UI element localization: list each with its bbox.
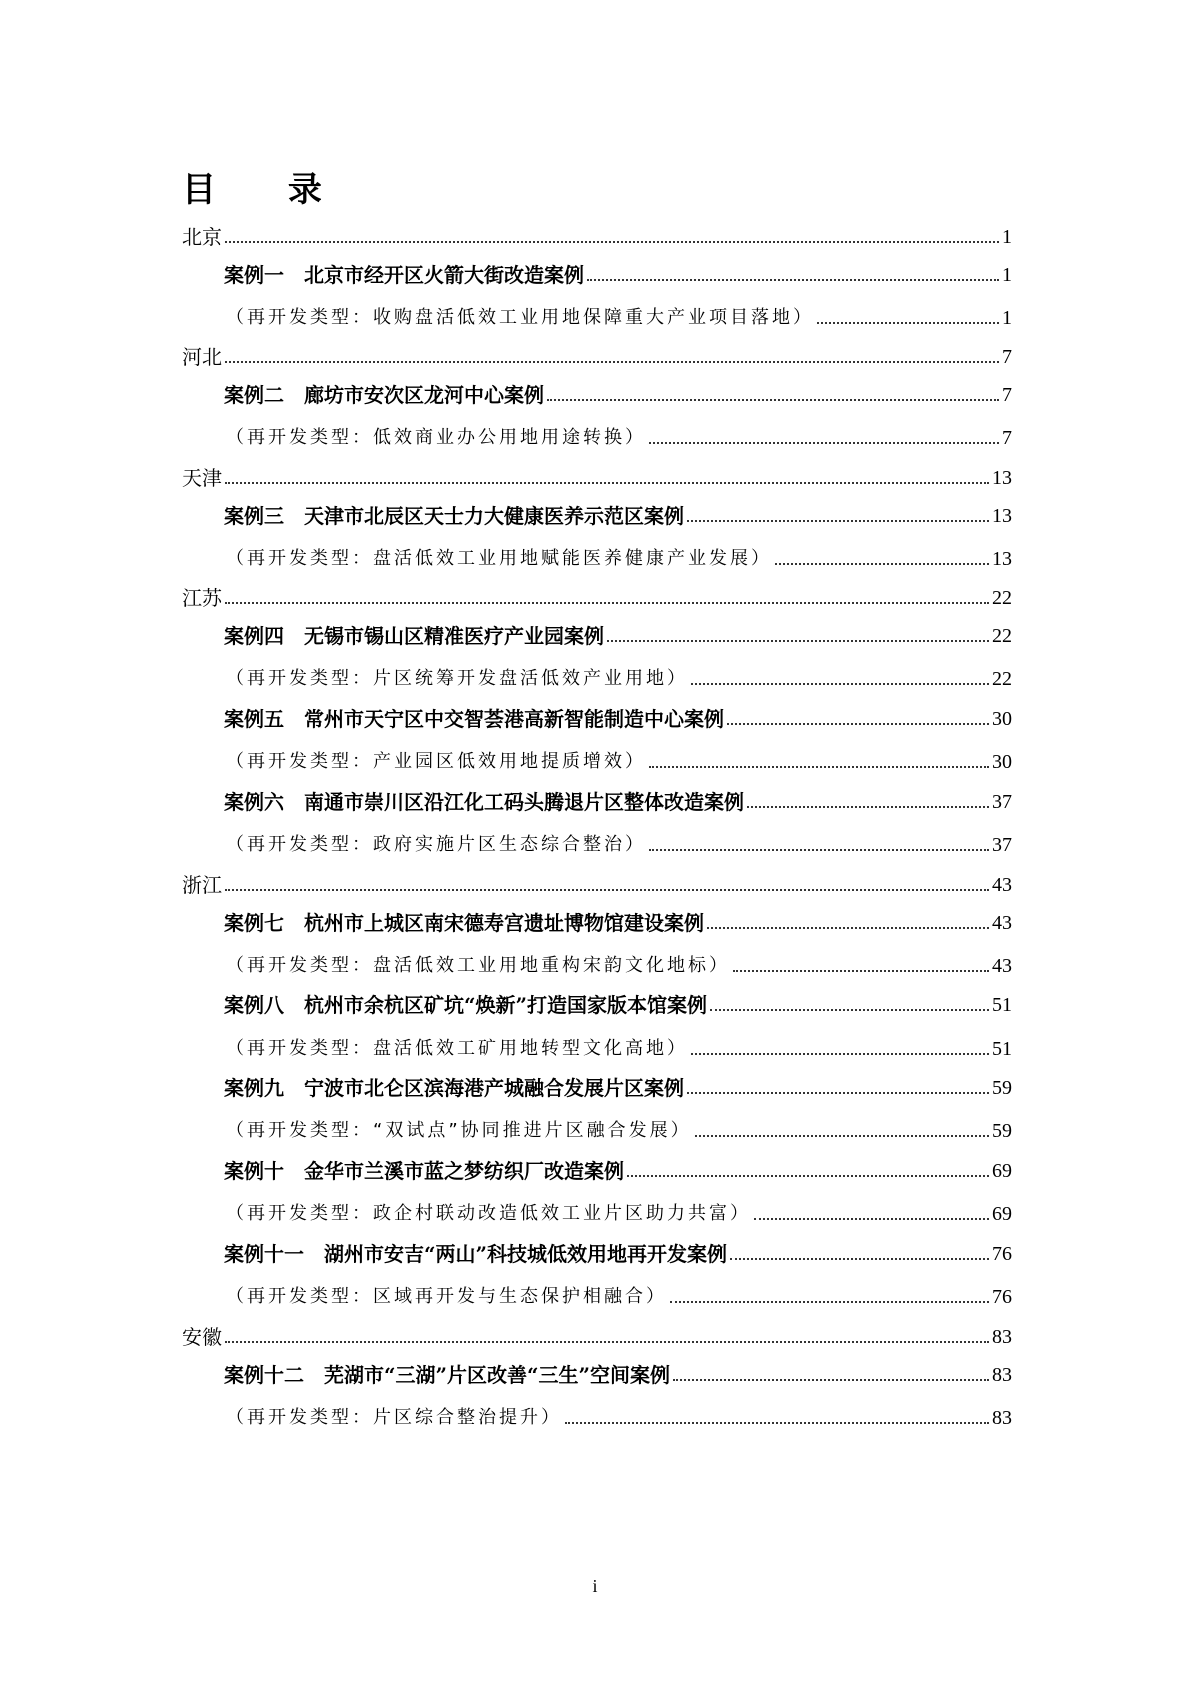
toc-dot-leader	[695, 1135, 989, 1137]
toc-dot-leader	[649, 442, 999, 444]
toc-entry-page-number: 59	[992, 1077, 1012, 1099]
toc-entry-label: 案例十 金华市兰溪市蓝之梦纺织厂改造案例	[224, 1159, 624, 1183]
toc-entry-page-number: 13	[992, 505, 1012, 527]
toc-dot-leader	[225, 1341, 989, 1343]
toc-entry-label: 案例五 常州市天宁区中交智荟港高新智能制造中心案例	[224, 707, 724, 731]
toc-entry-label: （再开发类型：收购盘活低效工业用地保障重大产业项目落地）	[226, 307, 814, 328]
toc-dot-leader	[587, 279, 999, 281]
toc-dot-leader	[225, 241, 999, 243]
toc-entry-page-number: 59	[992, 1120, 1012, 1142]
toc-subtype-entry[interactable]	[226, 1197, 1012, 1227]
toc-entry-label: （再开发类型：盘活低效工业用地重构宋韵文化地标）	[226, 955, 730, 976]
toc-dot-leader	[670, 1301, 989, 1303]
toc-entry-page-number: 1	[1002, 264, 1012, 286]
toc-entry-page-number: 83	[992, 1364, 1012, 1386]
toc-dot-leader	[607, 640, 989, 642]
toc-entry-page-number: 30	[992, 708, 1012, 730]
toc-section-entry[interactable]	[182, 581, 1012, 611]
toc-case-entry[interactable]	[224, 1071, 1012, 1101]
toc-entry-page-number: 1	[1002, 307, 1012, 329]
toc-section-entry[interactable]	[182, 1320, 1012, 1350]
toc-dot-leader	[225, 482, 989, 484]
toc-dot-leader	[730, 1258, 989, 1260]
toc-entry-label: 河北	[182, 345, 222, 369]
toc-entry-page-number: 43	[992, 874, 1012, 896]
toc-entry-page-number: 13	[992, 467, 1012, 489]
toc-dot-leader	[691, 683, 989, 685]
toc-case-entry[interactable]	[224, 1358, 1012, 1388]
toc-entry-page-number: 69	[992, 1160, 1012, 1182]
toc-entry-label: 案例九 宁波市北仑区滨海港产城融合发展片区案例	[224, 1076, 684, 1100]
toc-section-entry[interactable]	[182, 461, 1012, 491]
toc-entry-label: 浙江	[182, 873, 222, 897]
toc-dot-leader	[627, 1175, 989, 1177]
toc-entry-label: （再开发类型：片区统筹开发盘活低效产业用地）	[226, 668, 688, 689]
toc-subtype-entry[interactable]	[226, 949, 1012, 979]
toc-dot-leader	[707, 927, 989, 929]
toc-subtype-entry[interactable]	[226, 745, 1012, 775]
toc-entry-page-number: 37	[992, 834, 1012, 856]
toc-case-entry[interactable]	[224, 619, 1012, 649]
toc-subtype-entry[interactable]	[226, 828, 1012, 858]
toc-section-entry[interactable]	[182, 868, 1012, 898]
toc-entry-page-number: 1	[1002, 226, 1012, 248]
toc-entry-label: （再开发类型：政府实施片区生态综合整治）	[226, 834, 646, 855]
toc-entry-label: 案例六 南通市崇川区沿江化工码头腾退片区整体改造案例	[224, 790, 744, 814]
toc-entry-page-number: 43	[992, 912, 1012, 934]
toc-entry-page-number: 51	[992, 1038, 1012, 1060]
toc-entry-page-number: 76	[992, 1243, 1012, 1265]
toc-entry-label: 安徽	[182, 1325, 222, 1349]
toc-subtype-entry[interactable]	[226, 301, 1012, 331]
toc-entry-label: （再开发类型：片区综合整治提升）	[226, 1407, 562, 1428]
toc-dot-leader	[687, 1092, 989, 1094]
toc-dot-leader	[673, 1379, 989, 1381]
toc-dot-leader	[649, 849, 989, 851]
toc-entry-label: 北京	[182, 225, 222, 249]
toc-entry-page-number: 76	[992, 1286, 1012, 1308]
toc-entry-page-number: 37	[992, 791, 1012, 813]
toc-entry-label: 案例十二 芜湖市“三湖”片区改善“三生”空间案例	[224, 1363, 671, 1387]
toc-section-entry[interactable]	[182, 220, 1012, 250]
toc-dot-leader	[754, 1218, 989, 1220]
toc-entry-label: （再开发类型：低效商业办公用地用途转换）	[226, 427, 646, 448]
toc-entry-page-number: 7	[1002, 346, 1012, 368]
toc-dot-leader	[225, 361, 999, 363]
toc-subtype-entry[interactable]	[226, 1401, 1012, 1431]
toc-entry-label: （再开发类型：盘活低效工矿用地转型文化高地）	[226, 1038, 688, 1059]
toc-dot-leader	[727, 723, 989, 725]
toc-entry-page-number: 43	[992, 955, 1012, 977]
toc-entry-label: 案例一 北京市经开区火箭大街改造案例	[224, 263, 584, 287]
toc-dot-leader	[565, 1422, 989, 1424]
toc-dot-leader	[649, 766, 989, 768]
toc-subtype-entry[interactable]	[226, 1280, 1012, 1310]
toc-case-entry[interactable]	[224, 906, 1012, 936]
toc-case-entry[interactable]	[224, 1237, 1012, 1267]
toc-case-entry[interactable]	[224, 988, 1012, 1018]
toc-entry-label: 案例七 杭州市上城区南宋德寿宫遗址博物馆建设案例	[224, 911, 704, 935]
toc-dot-leader	[691, 1053, 989, 1055]
toc-subtype-entry[interactable]	[226, 542, 1012, 572]
toc-entry-label: 江苏	[182, 586, 222, 610]
toc-entry-page-number: 83	[992, 1326, 1012, 1348]
toc-dot-leader	[225, 602, 989, 604]
toc-dot-leader	[775, 563, 989, 565]
toc-entry-page-number: 30	[992, 751, 1012, 773]
toc-entry-label: 案例三 天津市北辰区天士力大健康医养示范区案例	[224, 504, 684, 528]
toc-entry-page-number: 13	[992, 548, 1012, 570]
toc-entry-page-number: 83	[992, 1407, 1012, 1429]
toc-subtype-entry[interactable]	[226, 421, 1012, 451]
toc-entry-label: 案例二 廊坊市安次区龙河中心案例	[224, 383, 544, 407]
toc-entry-page-number: 22	[992, 625, 1012, 647]
toc-case-entry[interactable]	[224, 378, 1012, 408]
toc-dot-leader	[817, 322, 999, 324]
toc-section-entry[interactable]	[182, 340, 1012, 370]
toc-entry-page-number: 22	[992, 668, 1012, 690]
toc-entry-label: （再开发类型：区域再开发与生态保护相融合）	[226, 1286, 667, 1307]
toc-dot-leader	[710, 1009, 989, 1011]
toc-entry-label: （再开发类型：产业园区低效用地提质增效）	[226, 751, 646, 772]
toc-entry-label: 天津	[182, 466, 222, 490]
toc-dot-leader	[687, 520, 989, 522]
toc-subtype-entry[interactable]	[226, 662, 1012, 692]
toc-entry-label: 案例八 杭州市余杭区矿坑“焕新”打造国家版本馆案例	[224, 993, 708, 1017]
toc-subtype-entry[interactable]	[226, 1114, 1012, 1144]
toc-entry-page-number: 22	[992, 587, 1012, 609]
toc-case-entry[interactable]	[224, 785, 1012, 815]
toc-title: 目 录	[182, 170, 352, 210]
toc-case-entry[interactable]	[224, 258, 1012, 288]
toc-entry-page-number: 51	[992, 994, 1012, 1016]
toc-subtype-entry[interactable]	[226, 1032, 1012, 1062]
toc-entry-label: （再开发类型：盘活低效工业用地赋能医养健康产业发展）	[226, 548, 772, 569]
toc-entry-label: （再开发类型：“双试点”协同推进片区融合发展）	[226, 1120, 692, 1141]
toc-dot-leader	[225, 889, 989, 891]
toc-entry-label: 案例四 无锡市锡山区精准医疗产业园案例	[224, 624, 604, 648]
toc-dot-leader	[747, 806, 989, 808]
toc-entry-label: （再开发类型：政企村联动改造低效工业片区助力共富）	[226, 1203, 751, 1224]
toc-entry-label: 案例十一 湖州市安吉“两山”科技城低效用地再开发案例	[224, 1242, 728, 1266]
toc-dot-leader	[547, 399, 999, 401]
toc-dot-leader	[733, 970, 989, 972]
toc-entry-page-number: 7	[1002, 384, 1012, 406]
toc-case-entry[interactable]	[224, 1154, 1012, 1184]
toc-entry-page-number: 69	[992, 1203, 1012, 1225]
toc-entry-page-number: 7	[1002, 427, 1012, 449]
page-number: i	[592, 1576, 598, 1596]
toc-case-entry[interactable]	[224, 702, 1012, 732]
toc-case-entry[interactable]	[224, 499, 1012, 529]
